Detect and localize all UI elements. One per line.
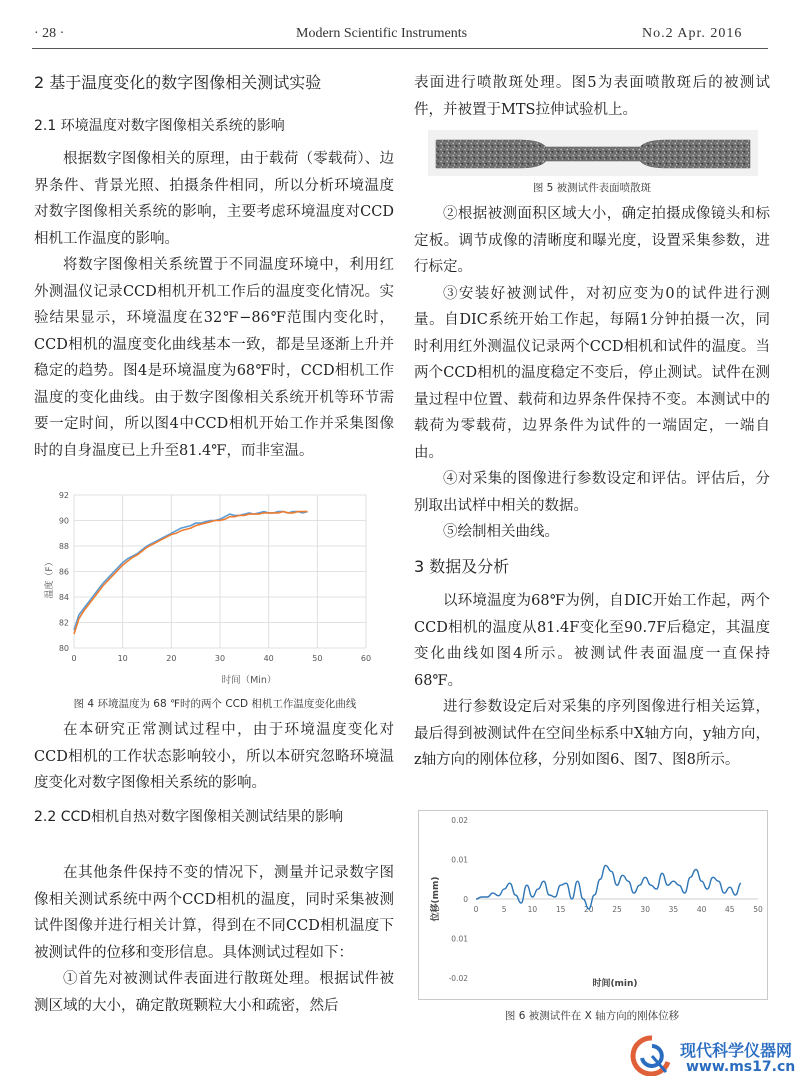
left-text-block-2 — [34, 717, 394, 797]
paragraph: 在本研究正常测试过程中，由于环境温度变化对CCD相机的工作状态影响较小，所以本研究忽略环境温度变化对数字图像相关系统的影响。 — [34, 722, 394, 791]
fig6-x-tick-label: 45 — [725, 905, 735, 914]
paragraph: 将数字图像相关系统置于不同温度环境中，利用红外测温仪记录CCD相机开机工作后的温度变化情况。实验结果显示，环境温度在32℉−86℉范围内变化时，CCD相机的温度变化曲线基本一致，都是呈逐渐上升并稳定的趋势。图4是环境温度为68℉时，CCD相机工作温度的变化曲线。由于数字图像相关系统开机等环节需要一定时间，所以图4中CCD相机开始工作并采集图像时的自身温度已上升至81.4℉，而非室温。 — [34, 257, 394, 459]
figure-4-caption: 图 4 环境温度为 68 ℉时的两个 CCD 相机工作温度变化曲线 — [73, 698, 357, 710]
fig4-x-tick-label: 30 — [214, 654, 226, 663]
fig4-x-tick-label: 40 — [263, 654, 274, 663]
fig6-x-tick-label: 15 — [555, 905, 566, 914]
paragraph: ③安装好被测试件，对初应变为0的试件进行测量。自DIC系统开始工作起，每隔1分钟拍摄一次，同时利用红外测温仪记录两个CCD相机和试件的温度。当两个CCD相机的温度稳定不变后，停止测试。试件在测量过程中位置、载荷和边界条件保持不变。本测试中的载荷为零载荷，边界条件为试件的一端固定，一端自由。 — [414, 285, 770, 461]
section-title-3: 3 数据及分析 — [414, 557, 510, 576]
fig4-y-tick-label: 90 — [58, 516, 69, 526]
issue-info: No.2 Apr. 2016 — [642, 26, 743, 41]
right-text-block-2 — [414, 201, 770, 546]
fig4-y-tick-label: 88 — [58, 542, 69, 551]
fig4-y-axis-label: 温度（F） — [45, 557, 55, 599]
fig4-y-tick-label: 80 — [58, 644, 69, 653]
fig6-x-tick-label: 30 — [640, 905, 650, 914]
paragraph: ①首先对被测试件表面进行散斑处理。根据试件被测区域的大小，确定散斑颗粒大小和疏密，然后 — [34, 971, 394, 1014]
figure-6-caption: 图 6 被测试件在 X 轴方向的刚体位移 — [504, 1010, 680, 1022]
watermark-logo — [628, 1034, 676, 1076]
fig6-x-tick-label: 35 — [668, 905, 679, 914]
fig6-x-tick-label: 50 — [753, 905, 763, 914]
right-text-block-3 — [414, 588, 770, 774]
fig4-x-tick-label: 0 — [71, 654, 77, 663]
fig6-x-tick-label: 5 — [501, 905, 507, 914]
fig6-y-tick-label: 0.02 — [451, 816, 468, 825]
subsection-title-2-2: 2.2 CCD相机自热对数字图像相关测试结果的影响 — [34, 809, 344, 825]
section-title-2: 2 基于温度变化的数字图像相关测试实验 — [34, 73, 322, 92]
figure-6-chart — [418, 810, 768, 1000]
fig4-y-tick-label: 84 — [58, 593, 69, 602]
paragraph: ②根据被测面积区域大小，确定拍摄成像镜头和标定板。调节成像的清晰度和曝光度，设置采集参数，进行标定。 — [414, 206, 770, 275]
figure-5-specimen-image — [428, 130, 758, 176]
paragraph: ④对采集的图像进行参数设定和评估。评估后，分别取出试样中相关的数据。 — [414, 471, 770, 514]
fig4-y-tick-label: 86 — [58, 567, 69, 577]
fig4-x-tick-label: 10 — [117, 654, 128, 663]
fig6-x-tick-label: 20 — [584, 905, 594, 914]
fig4-series-line-2 — [74, 512, 308, 634]
journal-title: Modern Scientific Instruments — [296, 26, 468, 41]
fig6-x-tick-label: 25 — [612, 905, 622, 914]
paragraph: 表面进行喷散斑处理。图5为表面喷散斑后的被测试件，并被置于MTS拉伸试验机上。 — [414, 75, 770, 118]
header-rule — [32, 48, 768, 49]
figure-5-caption: 图 5 被测试件表面喷散斑 — [532, 182, 652, 194]
fig4-x-tick-label: 50 — [312, 654, 323, 663]
fig4-x-tick-label: 20 — [166, 654, 177, 663]
fig6-x-tick-label: 40 — [696, 905, 707, 914]
right-text-block-1 — [414, 70, 770, 123]
fig6-y-tick-label: 0.01 — [451, 855, 468, 865]
paragraph: ⑤绘制相关曲线。 — [443, 524, 559, 540]
fig6-y-axis-label: 位移(mm) — [431, 876, 441, 922]
watermark-text: 现代科学仪器网 — [680, 1041, 793, 1060]
paragraph: 进行参数设定后对采集的序列图像进行相关运算，最后得到被测试件在空间坐标系中X轴方向，y轴方向，z轴方向的刚体位移，分别如图6、图7、图8所示。 — [414, 699, 770, 768]
fig6-x-axis-label: 时间(min) — [592, 979, 638, 989]
watermark-url: www.ms17.cn — [686, 1059, 796, 1075]
paragraph: 以环境温度为68℉为例，自DIC开始工作起，两个CCD相机的温度从81.4F变化至90.7F后稳定，其温度变化曲线如图4所示。被测试件表面温度一直保持68℉。 — [414, 593, 770, 689]
page-number: · 28 · — [34, 26, 65, 41]
fig6-y-tick-label: 0 — [463, 895, 468, 904]
fig4-x-tick-label: 60 — [360, 654, 372, 663]
subsection-title-2-1: 2.1 环境温度对数字图像相关系统的影响 — [34, 118, 285, 134]
left-text-block-3 — [34, 860, 394, 1019]
fig6-y-tick-label: 0.01 — [451, 934, 468, 944]
fig6-x-tick-label: 10 — [527, 905, 538, 914]
paragraph: 在其他条件保持不变的情况下，测量并记录数字图像相关测试系统中两个CCD相机的温度，同时采集被测试件图像并进行相关计算，得到在不同CCD相机温度下被测试件的位移和变形信息。具体测试过程如下： — [34, 865, 394, 961]
fig4-series-line-1 — [74, 512, 308, 630]
fig4-y-tick-label: 92 — [58, 491, 69, 500]
figure-4-chart — [40, 486, 390, 686]
fig6-x-tick-label: 0 — [473, 905, 479, 914]
fig4-y-tick-label: 82 — [58, 618, 69, 628]
left-text-block-1 — [34, 146, 394, 464]
fig6-y-tick-label: -0.02 — [448, 974, 468, 983]
fig4-x-axis-label: 时间（Min） — [221, 675, 277, 686]
paragraph: 根据数字图像相关的原理，由于载荷（零载荷）、边界条件、背景光照、拍摄条件相同，所以分析环境温度对数字图像相关系统的影响，主要考虑环境温度对CCD相机工作温度的影响。 — [34, 151, 394, 247]
